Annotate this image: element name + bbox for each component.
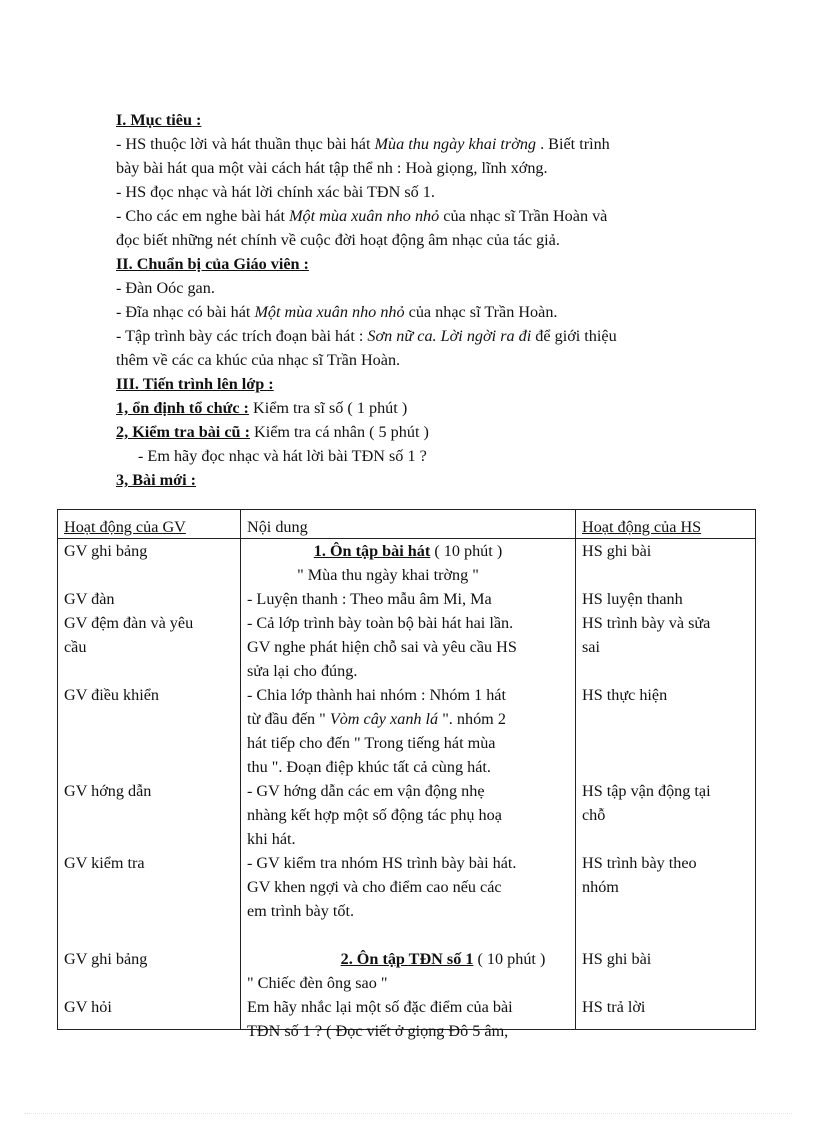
teacher-cell: GV hớng dẫn bbox=[58, 779, 241, 851]
preparation-line-2: - Đĩa nhạc có bài hát Một mùa xuân nho nhỏ của nhạc sĩ Trần Hoàn. bbox=[116, 303, 558, 321]
content-cell: - Luyện thanh : Theo mẫu âm Mi, Ma bbox=[241, 587, 576, 611]
lesson-intro bbox=[116, 108, 726, 492]
content-cell: - Cả lớp trình bày toàn bộ bài hát hai lần. GV nghe phát hiện chỗ sai và yêu cầu HS sửa lại cho đúng. bbox=[241, 611, 576, 683]
table-spacer-row bbox=[58, 923, 756, 947]
teacher-cell: GV điều khiển bbox=[58, 683, 241, 779]
preparation-line-1: - Đàn Oóc gan. bbox=[116, 279, 215, 297]
objective-line-1: - HS thuộc lời và hát thuần thục bài hát Mùa thu ngày khai trờng . Biết trình bbox=[116, 135, 610, 153]
procedure-step-2: 2, Kiểm tra bài cũ : Kiểm tra cá nhân ( 5 phút ) bbox=[116, 423, 429, 441]
content-cell: Em hãy nhắc lại một số đặc điểm của bài TĐN số 1 ? ( Đọc viết ở giọng Đô 5 âm, bbox=[241, 995, 576, 1030]
teacher-cell: GV kiểm tra bbox=[58, 851, 241, 923]
procedure-question: - Em hãy đọc nhạc và hát lời bài TĐN số 1 ? bbox=[138, 447, 427, 465]
student-cell: HS ghi bài bbox=[576, 539, 756, 588]
content-cell bbox=[241, 539, 576, 588]
teacher-cell: GV ghi bảng bbox=[58, 539, 241, 588]
content-cell: - GV hớng dẫn các em vận động nhẹ nhàng kết hợp một số động tác phụ hoạ khi hát. bbox=[241, 779, 576, 851]
table-row bbox=[58, 779, 756, 851]
section-procedure-title: III. Tiến trình lên lớp : bbox=[116, 375, 274, 393]
student-cell: HS trình bày theo nhóm bbox=[576, 851, 756, 923]
table-row bbox=[58, 539, 756, 588]
student-cell: HS tập vận động tại chỗ bbox=[576, 779, 756, 851]
header-teacher-activity: Hoạt động của GV bbox=[58, 510, 241, 539]
teacher-cell: GV đệm đàn và yêu cầu bbox=[58, 611, 241, 683]
objective-line-4: - Cho các em nghe bài hát Một mùa xuân nho nhỏ của nhạc sĩ Trần Hoàn và bbox=[116, 207, 608, 225]
student-cell: HS luyện thanh bbox=[576, 587, 756, 611]
objective-line-3: - HS đọc nhạc và hát lời chính xác bài TĐN số 1. bbox=[116, 183, 435, 201]
objective-line-2: bày bài hát qua một vài cách hát tập thể nh : Hoà giọng, lĩnh xớng. bbox=[116, 159, 548, 177]
table-row bbox=[58, 587, 756, 611]
table-row bbox=[58, 947, 756, 995]
page-footer-line bbox=[24, 1113, 792, 1114]
student-cell: HS trình bày và sửa sai bbox=[576, 611, 756, 683]
objective-line-5: đọc biết những nét chính về cuộc đời hoạt động âm nhạc của tác giả. bbox=[116, 231, 560, 249]
header-content: Nội dung bbox=[241, 510, 576, 539]
table-row bbox=[58, 995, 756, 1030]
table-row bbox=[58, 611, 756, 683]
student-cell: HS ghi bài bbox=[576, 947, 756, 995]
section-heading: 2. Ôn tập TĐN số 1 ( 10 phút ) bbox=[340, 950, 546, 968]
procedure-step-1: 1, ổn định tổ chức : Kiểm tra sĩ số ( 1 phút ) bbox=[116, 399, 408, 417]
table-row bbox=[58, 683, 756, 779]
section-objectives-title: I. Mục tiêu : bbox=[116, 111, 202, 129]
lesson-plan-table bbox=[57, 509, 756, 1040]
content-cell: - Chia lớp thành hai nhóm : Nhóm 1 hát từ đầu đến " Vòm cây xanh lá ". nhóm 2 hát tiếp cho đến " Trong tiếng hát mùa thu ". Đoạn điệp khúc tất cả cùng hát. bbox=[241, 683, 576, 779]
teacher-cell: GV đàn bbox=[58, 587, 241, 611]
content-cell bbox=[241, 947, 576, 995]
procedure-step-3: 3, Bài mới : bbox=[116, 471, 197, 489]
header-student-activity: Hoạt động của HS bbox=[576, 510, 756, 539]
section-preparation-title: II. Chuẩn bị của Giáo viên : bbox=[116, 255, 309, 273]
student-cell: HS trả lời bbox=[576, 995, 756, 1030]
teacher-cell: GV ghi bảng bbox=[58, 947, 241, 995]
preparation-line-3: - Tập trình bày các trích đoạn bài hát : Sơn nữ ca. Lời ngời ra đi để giới thiệu bbox=[116, 327, 617, 345]
song-title: " Mùa thu ngày khai trờng " bbox=[297, 566, 479, 584]
content-cell: - GV kiểm tra nhóm HS trình bày bài hát. GV khen ngợi và cho điểm cao nếu các em trình bày tốt. bbox=[241, 851, 576, 923]
teacher-cell: GV hỏi bbox=[58, 995, 241, 1030]
table-row bbox=[58, 851, 756, 923]
student-cell: HS thực hiện bbox=[576, 683, 756, 779]
section-heading: 1. Ôn tập bài hát ( 10 phút ) bbox=[313, 542, 503, 560]
table-header-row bbox=[58, 510, 756, 539]
song-title: " Chiếc đèn ông sao " bbox=[247, 974, 388, 992]
preparation-line-4: thêm về các ca khúc của nhạc sĩ Trần Hoàn. bbox=[116, 351, 401, 369]
